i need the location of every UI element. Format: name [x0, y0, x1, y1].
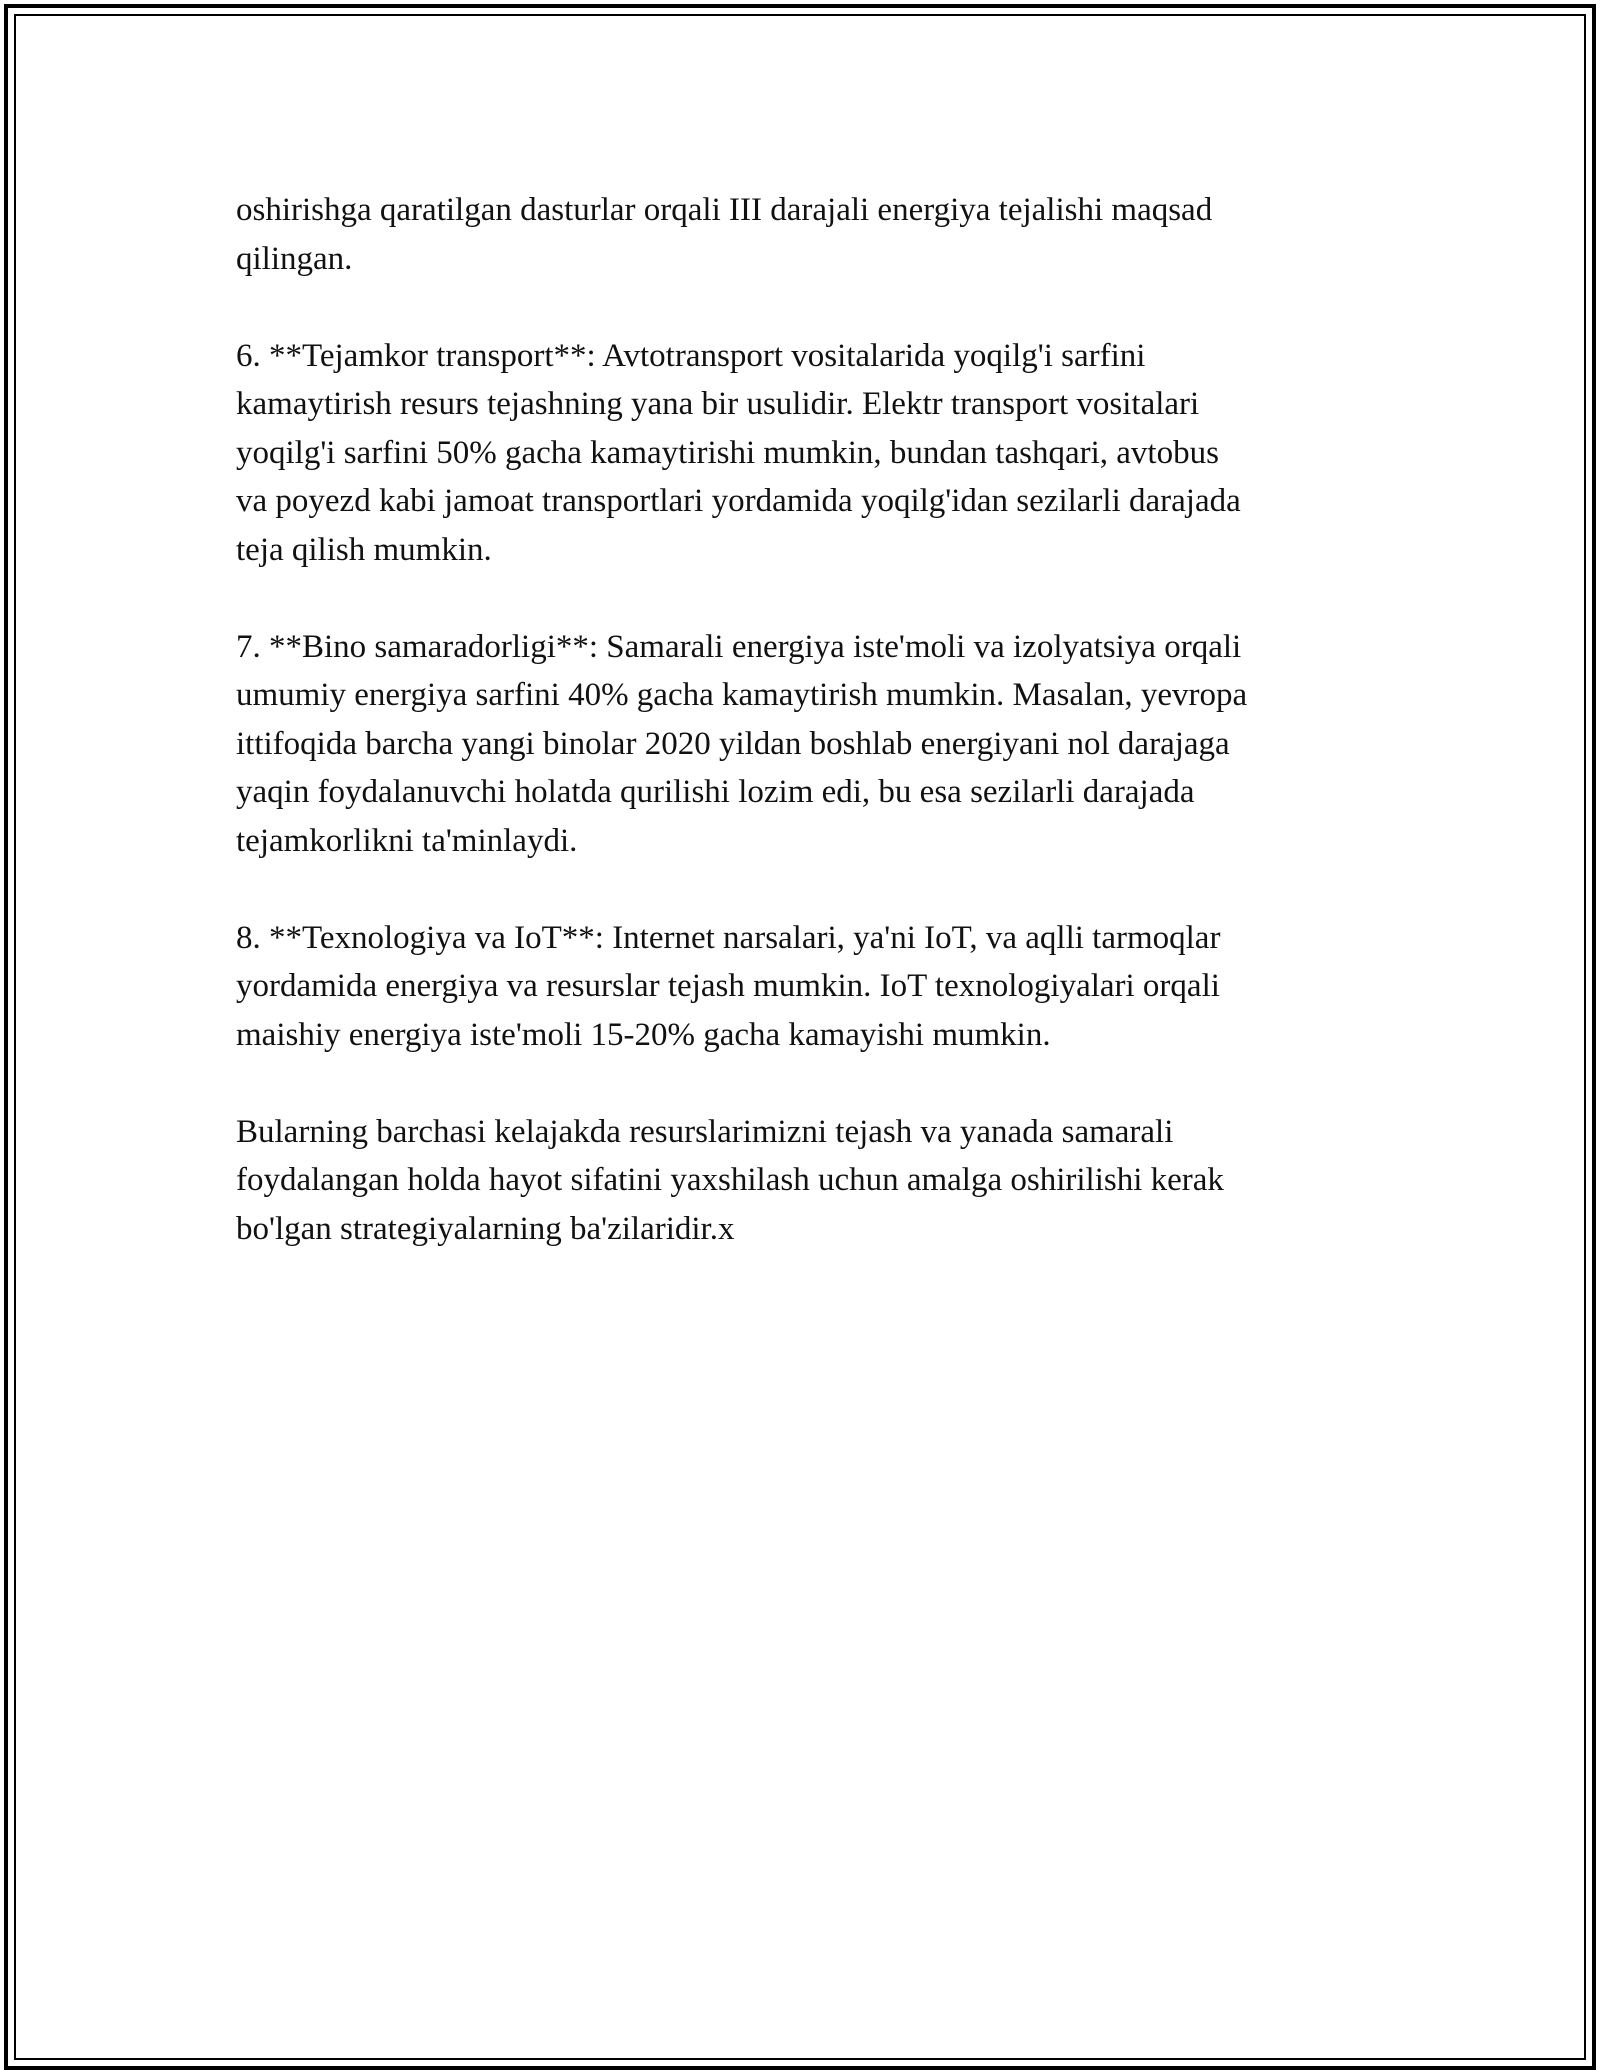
text-line: umumiy energiya sarfini 40% gacha kamaytirish mumkin. Masalan, yevropa [236, 677, 1248, 713]
text-line: oshirishga qaratilgan dasturlar orqali III darajali energiya tejalishi maqsad [236, 192, 1213, 228]
text-line: va poyezd kabi jamoat transportlari yordamida yoqilg'idan sezilarli darajada [236, 483, 1241, 519]
text-line: yordamida energiya va resurslar tejash mumkin. IoT texnologiyalari orqali [236, 968, 1220, 1004]
paragraph-bino-samaradorligi [236, 623, 1396, 866]
paragraph-conclusion [236, 1108, 1396, 1254]
text-line: yaqin foydalanuvchi holatda qurilishi lozim edi, bu esa sezilarli darajada [236, 774, 1195, 810]
paragraph-texnologiya-iot [236, 914, 1396, 1060]
text-line: 6. **Tejamkor transport**: Avtotransport vositalarida yoqilg'i sarfini [236, 337, 1146, 374]
text-line: 7. **Bino samaradorligi**: Samarali energiya iste'moli va izolyatsiya orqali [236, 628, 1242, 665]
paragraph-intro-continuation [236, 186, 1396, 283]
text-line: foydalangan holda hayot sifatini yaxshilash uchun amalga oshirilishi kerak [236, 1162, 1224, 1198]
text-line: qilingan. [236, 240, 353, 277]
text-line: 8. **Texnologiya va IoT**: Internet narsalari, ya'ni IoT, va aqlli tarmoqlar [236, 919, 1221, 956]
text-line: tejamkorlikni ta'minlaydi. [236, 822, 578, 859]
paragraph-tejamkor-transport [236, 332, 1396, 575]
text-line: Bularning barchasi kelajakda resurslarimizni tejash va yanada samarali [236, 1113, 1174, 1150]
text-line: ittifoqida barcha yangi binolar 2020 yildan boshlab energiyani nol darajaga [236, 725, 1230, 762]
document-body [236, 186, 1396, 1302]
text-line: maishiy energiya iste'moli 15-20% gacha kamayishi mumkin. [236, 1016, 1051, 1053]
text-line: yoqilg'i sarfini 50% gacha kamaytirishi mumkin, bundan tashqari, avtobus [236, 434, 1219, 471]
text-line: kamaytirish resurs tejashning yana bir usulidir. Elektr transport vositalari [236, 386, 1200, 422]
text-line: teja qilish mumkin. [236, 531, 492, 568]
text-line: bo'lgan strategiyalarning ba'zilaridir.x [236, 1210, 735, 1247]
